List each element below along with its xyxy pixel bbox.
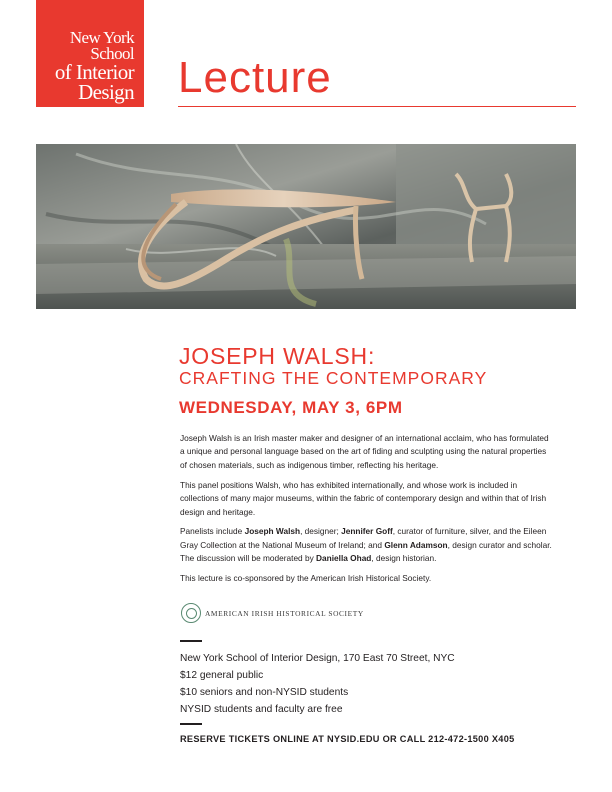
panelist-role: , curator of furniture, silver, and the Eileen Gray Collection at the National Museum of Ireland; and [180,526,547,550]
venue-info [180,650,455,718]
price-general: $12 general public [180,670,264,681]
price-seniors: $10 seniors and non-NYSID students [180,687,349,698]
reserve-divider [180,723,202,725]
event-speaker: JOSEPH WALSH: [179,343,376,369]
venue-address: New York School of Interior Design, 170 East 70 Street, NYC [180,653,455,664]
page-title: Lecture [178,53,332,102]
event-date: WEDNESDAY, MAY 3, 6PM [179,398,403,417]
panelist-name: Jennifer Goff [341,526,393,537]
logo-line-4: Design [78,80,134,104]
hero-image [36,144,576,309]
sponsor-name: AMERICAN IRISH HISTORICAL SOCIETY [205,608,364,618]
reserve-tickets[interactable]: RESERVE TICKETS ONLINE AT NYSID.EDU OR CALL 212-472-1500 X405 [180,734,515,744]
hero-illustration [36,144,576,309]
logo-line-2: School [90,44,134,63]
description-paragraph-1: Joseph Walsh is an Irish master maker and designer of an international acclaim, who has formulated a unique and personal language based on the art of fiding and sculpting using the natural properties of chosen materials, such as indigenous timber, reflecting his heritage. [180,433,549,470]
nysid-logo[interactable] [36,0,144,107]
venue-divider [180,640,202,642]
panelist-role: , design curator and scholar. The discussion will be moderated by [180,539,552,564]
panelists-intro: Panelists include [180,526,245,537]
panelist-role: , designer; [300,526,342,537]
panelist-name: Joseph Walsh [244,526,301,537]
cosponsor-paragraph: This lecture is co-sponsored by the American Irish Historical Society. [180,573,432,584]
title-divider [178,106,576,107]
moderator-role: , design historian. [371,553,437,564]
logo-line-1: New York [69,28,134,47]
logo-line-3: of Interior [54,60,134,84]
event-description [180,432,552,592]
description-paragraph-2: This panel positions Walsh, who has exhibited internationally, and whose work is included in collections of many major museums, within the fabric of contemporary design and within that of Irish design and heritage. [180,479,547,517]
sponsor-logo[interactable] [181,601,364,625]
panelist-name: Glenn Adamson [384,539,448,550]
sponsor-seal-icon [181,603,201,623]
moderator-name: Daniella Ohad [316,553,372,564]
event-subtitle: CRAFTING THE CONTEMPORARY [179,368,488,388]
price-nysid: NYSID students and faculty are free [180,704,343,715]
panelists-paragraph [180,525,552,565]
